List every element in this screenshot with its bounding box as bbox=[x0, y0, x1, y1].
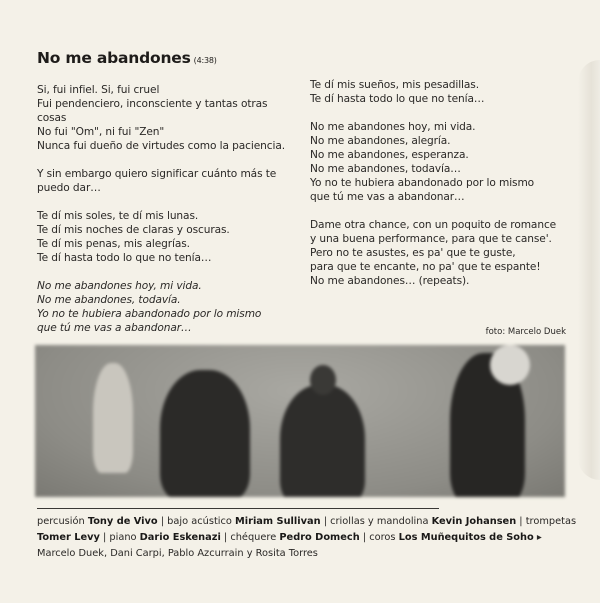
musician-name: Miriam Sullivan bbox=[235, 516, 321, 527]
photo-figure-head bbox=[490, 345, 530, 385]
song-title bbox=[37, 49, 217, 67]
lyric-line: Yo no te hubiera abandonado por lo mismo bbox=[37, 308, 262, 320]
musician-name: Pedro Domech bbox=[279, 532, 360, 543]
lyric-line: No fui "Om", ni fui "Zen" bbox=[37, 126, 165, 138]
lyric-line: No me abandones, todavía… bbox=[310, 163, 461, 175]
lyric-line: Pero no te asustes, es pa' que te guste, bbox=[310, 247, 516, 259]
divider bbox=[37, 508, 439, 509]
band-photo bbox=[35, 345, 565, 497]
lyric-line: Te dí mis sueños, mis pesadillas. bbox=[310, 79, 479, 91]
lyric-line: Te dí hasta todo lo que no tenía… bbox=[37, 252, 212, 264]
photo-figure-head bbox=[310, 365, 336, 395]
musician-name: Los Muñequitos de Soho bbox=[398, 532, 534, 543]
lyric-line: puedo dar… bbox=[37, 182, 101, 194]
instrument-label: | criollas y mandolina bbox=[320, 516, 432, 527]
lyrics-stanza bbox=[310, 78, 580, 106]
song-duration: (4:38) bbox=[193, 56, 217, 65]
lyric-line: No me abandones, alegría. bbox=[310, 135, 451, 147]
lyrics-stanza bbox=[37, 83, 302, 153]
lyrics-stanza bbox=[310, 120, 580, 204]
lyrics-left-column bbox=[37, 83, 302, 349]
lyric-line: No me abandones hoy, mi vida. bbox=[37, 280, 202, 292]
instrument-label: | coros bbox=[359, 532, 399, 543]
instrument-label: percusión bbox=[37, 516, 88, 527]
lyric-line: Te dí hasta todo lo que no tenía… bbox=[310, 93, 485, 105]
lyric-line: Nunca fui dueño de virtudes como la paciencia. bbox=[37, 140, 286, 152]
lyric-line: Te dí mis soles, te dí mis lunas. bbox=[37, 210, 199, 222]
lyric-line: Te dí mis penas, mis alegrías. bbox=[37, 238, 190, 250]
instrument-label: | trompetas bbox=[516, 516, 577, 527]
lyric-line: No me abandones… (repeats). bbox=[310, 275, 470, 287]
photo-figure bbox=[93, 363, 133, 473]
lyrics-stanza bbox=[37, 209, 302, 265]
photo-figure bbox=[160, 370, 250, 497]
photo-figure bbox=[280, 385, 365, 497]
lyric-line: Fui pendenciero, inconsciente y tantas otras bbox=[37, 98, 268, 110]
lyrics-right-column bbox=[310, 78, 580, 302]
lyric-line: No me abandones hoy, mi vida. bbox=[310, 121, 476, 133]
photo-credit: foto: Marcelo Duek bbox=[485, 327, 566, 337]
lyric-line: que tú me vas a abandonar… bbox=[310, 191, 465, 203]
lyric-line: No me abandones, todavía. bbox=[37, 294, 181, 306]
lyric-line: Si, fui infiel. Si, fui cruel bbox=[37, 84, 160, 96]
lyric-line: No me abandones, esperanza. bbox=[310, 149, 469, 161]
lyric-line: cosas bbox=[37, 112, 67, 124]
instrument-label: | piano bbox=[99, 532, 140, 543]
musician-name: Tomer Levy bbox=[37, 532, 100, 543]
lyric-line: para que te encante, no pa' que te espante! bbox=[310, 261, 541, 273]
page-fold-shadow bbox=[578, 60, 600, 480]
lyrics-stanza bbox=[310, 218, 580, 288]
musician-name: Dario Eskenazi bbox=[139, 532, 221, 543]
lyrics-stanza bbox=[37, 279, 302, 335]
musician-name: Tony de Vivo bbox=[87, 516, 158, 527]
instrument-label: | bajo acústico bbox=[157, 516, 235, 527]
instrument-label: ▸ Marcelo Duek, Dani Carpi, Pablo Azcurrain y Rosita Torres bbox=[37, 532, 542, 559]
lyrics-stanza bbox=[37, 167, 302, 195]
lyric-line: Te dí mis noches de claras y oscuras. bbox=[37, 224, 230, 236]
song-title-text: No me abandones bbox=[37, 49, 191, 67]
musician-credits bbox=[37, 514, 577, 562]
lyric-line: Y sin embargo quiero significar cuánto más te bbox=[37, 168, 277, 180]
lyric-line: Dame otra chance, con un poquito de romance bbox=[310, 219, 557, 231]
instrument-label: | chéquere bbox=[220, 532, 280, 543]
lyric-line: Yo no te hubiera abandonado por lo mismo bbox=[310, 177, 535, 189]
musician-name: Kevin Johansen bbox=[431, 516, 517, 527]
lyric-line: que tú me vas a abandonar… bbox=[37, 322, 192, 334]
lyric-line: y una buena performance, para que te canse'. bbox=[310, 233, 552, 245]
